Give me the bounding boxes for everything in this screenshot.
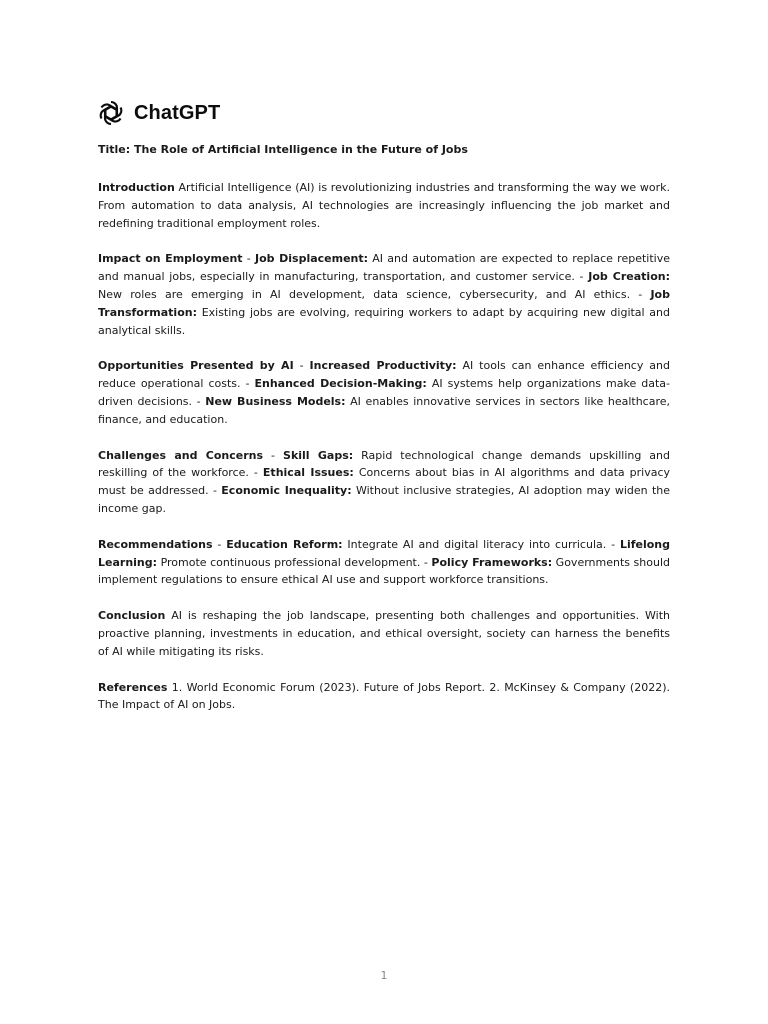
body-text: AI systems help organizations make data-driven decisions. -: [98, 377, 670, 408]
section-heading: Conclusion: [98, 609, 166, 623]
section-heading: Recommendations: [98, 537, 213, 551]
inline-term: Economic Inequality:: [221, 484, 352, 498]
body-text: Rapid technological change demands upskilling and reskilling of the workforce. -: [98, 448, 671, 480]
section-heading: Introduction: [98, 181, 175, 194]
body-text: -: [263, 448, 284, 462]
section-paragraph: [98, 447, 670, 518]
body-text: Integrate AI and digital literacy into curricula. -: [342, 537, 620, 551]
body-text: AI is reshaping the job landscape, presenting both challenges and opportunities. With proactive planning, investments in education, and ethical oversight, society can harness the benefits of AI while mitigating its risks.: [98, 609, 670, 658]
body-text: -: [242, 252, 256, 266]
inline-term: Job Transformation:: [98, 287, 670, 319]
brand-name: ChatGPT: [134, 101, 221, 124]
section-heading: Impact on Employment: [98, 252, 243, 266]
inline-term: Enhanced Decision-Making:: [254, 377, 427, 391]
section-paragraph: [98, 179, 670, 232]
document-title: Title: The Role of Artificial Intelligence in the Future of Jobs: [98, 143, 468, 156]
inline-term: Lifelong Learning:: [98, 537, 671, 569]
inline-term: Skill Gaps:: [283, 448, 354, 462]
page-number: 1: [380, 969, 388, 982]
body-text: Concerns about bias in AI algorithms and data privacy must be addressed. -: [98, 466, 671, 498]
section-paragraph: [98, 250, 670, 339]
inline-term: Job Displacement:: [255, 252, 369, 266]
section-paragraph: [98, 357, 670, 428]
inline-term: Education Reform:: [226, 537, 343, 551]
section-heading: Opportunities Presented by AI: [98, 359, 294, 373]
body-text: New roles are emerging in AI development, data science, cybersecurity, and AI ethics. -: [98, 287, 651, 301]
section-heading: Challenges and Concerns: [98, 448, 264, 462]
document-body: [98, 141, 670, 732]
body-text: Promote continuous professional development. -: [157, 555, 432, 569]
inline-term: Policy Frameworks:: [431, 555, 553, 569]
body-text: AI tools can enhance efficiency and reduce operational costs. -: [98, 359, 671, 391]
body-text: -: [293, 359, 310, 373]
document-sections: [98, 179, 670, 714]
inline-term: Job Creation:: [588, 270, 670, 284]
body-text: AI and automation are expected to replace repetitive and manual jobs, especially in manufacturing, transportation, and customer service. -: [98, 252, 670, 284]
body-text: 1. World Economic Forum (2023). Future of Jobs Report. 2. McKinsey & Company (2022). The Impact of AI on Jobs.: [98, 680, 670, 712]
openai-logo-icon: [97, 99, 125, 127]
brand-header: [97, 99, 220, 127]
inline-term: Increased Productivity:: [309, 359, 457, 373]
inline-term: New Business Models:: [205, 394, 346, 408]
body-text: -: [212, 537, 227, 551]
inline-term: Ethical Issues:: [262, 466, 354, 480]
section-paragraph: [98, 679, 670, 715]
body-text: Without inclusive strategies, AI adoption may widen the income gap.: [98, 484, 670, 515]
body-text: Governments should implement regulations to ensure ethical AI use and support workforce transitions.: [98, 555, 670, 587]
body-text: Artificial Intelligence (AI) is revolutionizing industries and transforming the way we work. From automation to data analysis, AI technologies are increasingly influencing the job market and redefining traditional employment roles.: [98, 181, 670, 230]
body-text: AI enables innovative services in sectors like healthcare, finance, and education.: [98, 394, 671, 426]
section-heading: References: [98, 680, 168, 694]
section-paragraph: [98, 536, 670, 589]
body-text: Existing jobs are evolving, requiring workers to adapt by acquiring new digital and analytical skills.: [98, 305, 670, 337]
section-paragraph: [98, 607, 670, 660]
